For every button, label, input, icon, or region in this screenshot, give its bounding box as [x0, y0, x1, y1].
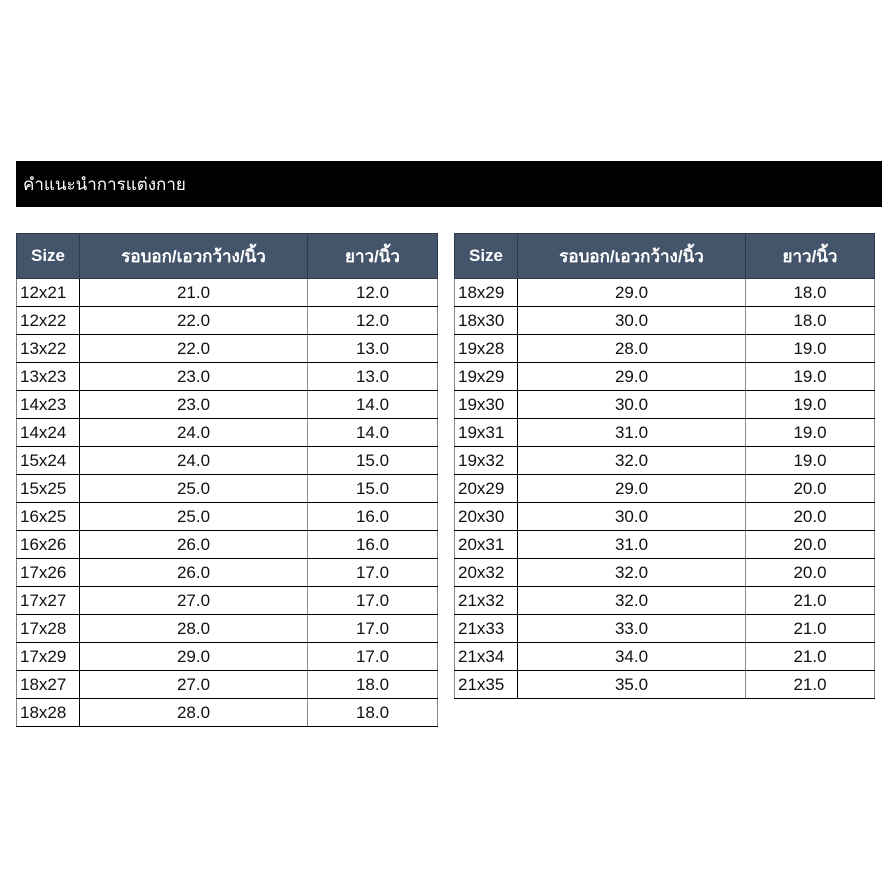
cell-length: 21.0 — [746, 643, 875, 671]
header-length: ยาว/นิ้ว — [308, 234, 438, 279]
table-row — [455, 587, 875, 615]
table-row — [455, 279, 875, 307]
cell-size: 17x28 — [17, 615, 80, 643]
cell-chest-waist: 22.0 — [80, 307, 308, 335]
cell-chest-waist: 33.0 — [518, 615, 746, 643]
table-row — [17, 335, 438, 363]
table-row — [17, 503, 438, 531]
table-row — [17, 615, 438, 643]
cell-size: 16x26 — [17, 531, 80, 559]
header-size: Size — [455, 234, 518, 279]
cell-size: 13x22 — [17, 335, 80, 363]
cell-size: 17x27 — [17, 587, 80, 615]
cell-size: 17x26 — [17, 559, 80, 587]
cell-chest-waist: 26.0 — [80, 559, 308, 587]
cell-length: 19.0 — [746, 391, 875, 419]
cell-length: 18.0 — [308, 671, 438, 699]
cell-length: 19.0 — [746, 419, 875, 447]
cell-length: 17.0 — [308, 559, 438, 587]
cell-chest-waist: 29.0 — [518, 475, 746, 503]
table-row — [17, 699, 438, 727]
cell-length: 21.0 — [746, 587, 875, 615]
cell-size: 18x28 — [17, 699, 80, 727]
cell-size: 20x30 — [455, 503, 518, 531]
cell-size: 18x27 — [17, 671, 80, 699]
cell-chest-waist: 29.0 — [80, 643, 308, 671]
cell-chest-waist: 29.0 — [518, 279, 746, 307]
cell-chest-waist: 25.0 — [80, 475, 308, 503]
table-row — [455, 671, 875, 699]
cell-chest-waist: 32.0 — [518, 559, 746, 587]
size-table-left — [16, 233, 438, 727]
cell-size: 14x24 — [17, 419, 80, 447]
header-length: ยาว/นิ้ว — [746, 234, 875, 279]
cell-size: 19x30 — [455, 391, 518, 419]
cell-length: 19.0 — [746, 363, 875, 391]
size-guide-title: คำแนะนำการแต่งกาย — [23, 174, 186, 194]
cell-length: 12.0 — [308, 279, 438, 307]
table-row — [17, 531, 438, 559]
cell-chest-waist: 32.0 — [518, 587, 746, 615]
cell-chest-waist: 23.0 — [80, 363, 308, 391]
cell-size: 20x29 — [455, 475, 518, 503]
table-row — [455, 503, 875, 531]
table-row — [17, 643, 438, 671]
table-header-row — [17, 234, 438, 279]
cell-length: 18.0 — [746, 307, 875, 335]
cell-size: 21x33 — [455, 615, 518, 643]
cell-length: 13.0 — [308, 363, 438, 391]
cell-length: 16.0 — [308, 503, 438, 531]
cell-length: 20.0 — [746, 559, 875, 587]
cell-chest-waist: 30.0 — [518, 307, 746, 335]
cell-length: 21.0 — [746, 615, 875, 643]
cell-chest-waist: 23.0 — [80, 391, 308, 419]
cell-length: 17.0 — [308, 615, 438, 643]
cell-length: 18.0 — [308, 699, 438, 727]
cell-chest-waist: 34.0 — [518, 643, 746, 671]
cell-chest-waist: 21.0 — [80, 279, 308, 307]
cell-length: 17.0 — [308, 643, 438, 671]
cell-chest-waist: 32.0 — [518, 447, 746, 475]
size-table-right — [454, 233, 875, 699]
table-row — [17, 559, 438, 587]
cell-size: 16x25 — [17, 503, 80, 531]
cell-size: 15x24 — [17, 447, 80, 475]
table-header-row — [455, 234, 875, 279]
cell-length: 15.0 — [308, 447, 438, 475]
cell-chest-waist: 28.0 — [518, 335, 746, 363]
table-row — [455, 559, 875, 587]
cell-size: 12x21 — [17, 279, 80, 307]
cell-size: 15x25 — [17, 475, 80, 503]
cell-chest-waist: 24.0 — [80, 419, 308, 447]
table-row — [455, 615, 875, 643]
cell-chest-waist: 28.0 — [80, 615, 308, 643]
cell-size: 21x35 — [455, 671, 518, 699]
cell-chest-waist: 26.0 — [80, 531, 308, 559]
cell-size: 19x28 — [455, 335, 518, 363]
cell-chest-waist: 31.0 — [518, 419, 746, 447]
cell-chest-waist: 25.0 — [80, 503, 308, 531]
cell-size: 12x22 — [17, 307, 80, 335]
table-row — [455, 335, 875, 363]
size-guide-title-bar — [16, 161, 882, 207]
cell-length: 13.0 — [308, 335, 438, 363]
cell-chest-waist: 27.0 — [80, 587, 308, 615]
cell-length: 14.0 — [308, 419, 438, 447]
cell-size: 19x31 — [455, 419, 518, 447]
cell-length: 14.0 — [308, 391, 438, 419]
cell-size: 20x32 — [455, 559, 518, 587]
cell-length: 20.0 — [746, 475, 875, 503]
table-row — [17, 279, 438, 307]
cell-size: 19x29 — [455, 363, 518, 391]
cell-length: 17.0 — [308, 587, 438, 615]
table-row — [17, 391, 438, 419]
table-row — [17, 671, 438, 699]
cell-chest-waist: 35.0 — [518, 671, 746, 699]
cell-size: 13x23 — [17, 363, 80, 391]
cell-size: 14x23 — [17, 391, 80, 419]
table-row — [17, 419, 438, 447]
cell-chest-waist: 22.0 — [80, 335, 308, 363]
cell-chest-waist: 28.0 — [80, 699, 308, 727]
cell-chest-waist: 31.0 — [518, 531, 746, 559]
table-row — [17, 475, 438, 503]
table-row — [17, 447, 438, 475]
cell-size: 21x34 — [455, 643, 518, 671]
table-row — [17, 587, 438, 615]
table-row — [17, 307, 438, 335]
cell-length: 19.0 — [746, 335, 875, 363]
table-row — [455, 447, 875, 475]
table-row — [455, 391, 875, 419]
table-row — [455, 531, 875, 559]
table-row — [455, 475, 875, 503]
cell-length: 20.0 — [746, 503, 875, 531]
table-row — [455, 419, 875, 447]
table-row — [455, 363, 875, 391]
table-row — [17, 363, 438, 391]
cell-length: 21.0 — [746, 671, 875, 699]
cell-chest-waist: 29.0 — [518, 363, 746, 391]
table-row — [455, 643, 875, 671]
cell-size: 19x32 — [455, 447, 518, 475]
cell-chest-waist: 27.0 — [80, 671, 308, 699]
cell-length: 20.0 — [746, 531, 875, 559]
cell-chest-waist: 30.0 — [518, 391, 746, 419]
cell-size: 17x29 — [17, 643, 80, 671]
cell-chest-waist: 24.0 — [80, 447, 308, 475]
cell-size: 21x32 — [455, 587, 518, 615]
header-size: Size — [17, 234, 80, 279]
cell-chest-waist: 30.0 — [518, 503, 746, 531]
cell-size: 18x29 — [455, 279, 518, 307]
header-chest-waist: รอบอก/เอวกว้าง/นิ้ว — [80, 234, 308, 279]
cell-length: 15.0 — [308, 475, 438, 503]
cell-size: 18x30 — [455, 307, 518, 335]
header-chest-waist: รอบอก/เอวกว้าง/นิ้ว — [518, 234, 746, 279]
cell-length: 12.0 — [308, 307, 438, 335]
cell-size: 20x31 — [455, 531, 518, 559]
cell-length: 16.0 — [308, 531, 438, 559]
cell-length: 18.0 — [746, 279, 875, 307]
table-row — [455, 307, 875, 335]
cell-length: 19.0 — [746, 447, 875, 475]
